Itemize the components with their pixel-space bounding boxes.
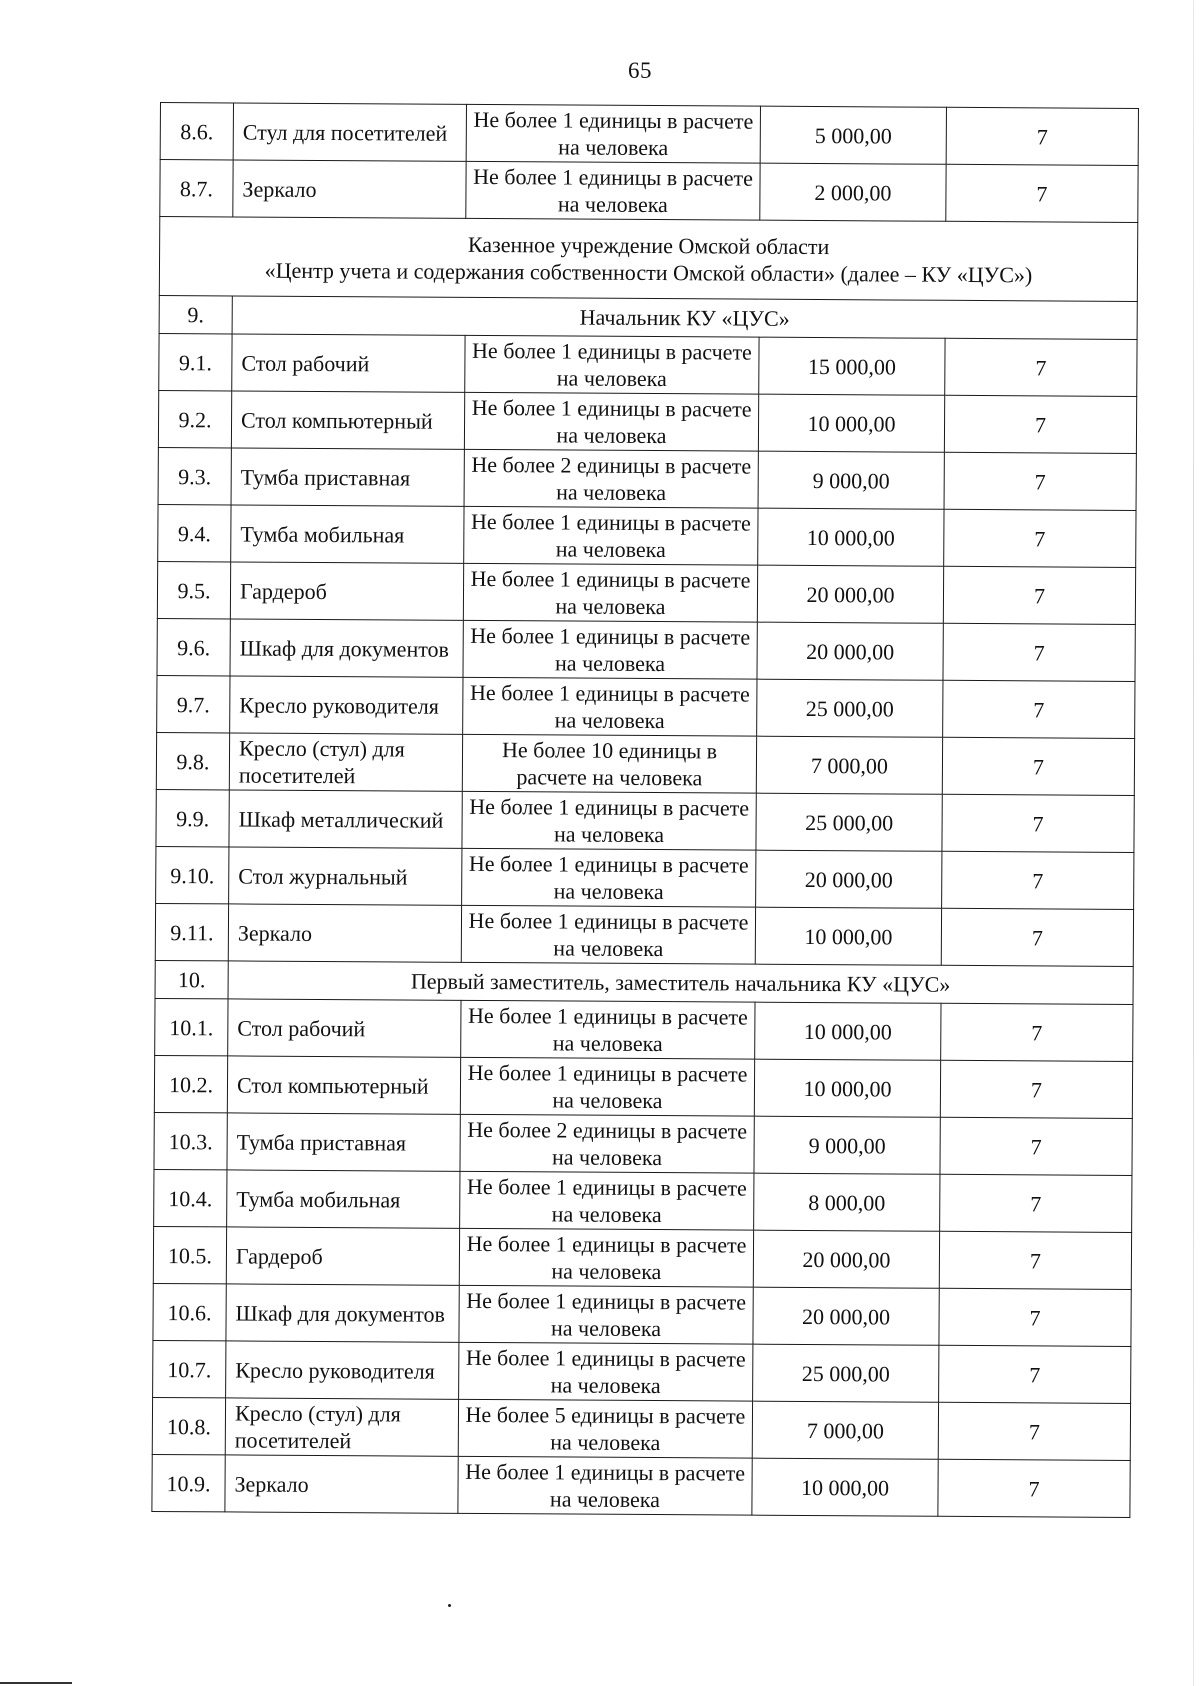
item-name: Стул для посетителей — [233, 103, 466, 161]
item-number: 9.4. — [158, 504, 231, 561]
section-heading-row — [155, 960, 1133, 1004]
org-heading-row — [159, 217, 1137, 302]
table-row — [153, 1283, 1131, 1346]
item-term: 7 — [940, 1174, 1132, 1232]
item-name: Тумба приставная — [227, 1113, 460, 1171]
item-price: 10 000,00 — [758, 394, 944, 452]
org-heading-line1: Казенное учреждение Омской области — [467, 231, 830, 260]
item-number: 9.11. — [155, 903, 228, 960]
item-price: 10 000,00 — [758, 508, 944, 566]
section-heading-row — [159, 295, 1137, 339]
item-name: Стол компьютерный — [227, 1056, 460, 1114]
page-edge — [1193, 0, 1194, 1686]
item-term: 7 — [944, 452, 1136, 510]
item-name: Шкаф для документов — [226, 1284, 459, 1342]
item-price: 25 000,00 — [753, 1344, 939, 1402]
item-term: 7 — [938, 1459, 1130, 1517]
item-norm: Не более 1 единицы в расчете на человека — [466, 161, 760, 220]
item-name: Стол журнальный — [229, 847, 462, 905]
table-row — [158, 447, 1136, 510]
item-norm: Не более 1 единицы в расчете на человека — [465, 335, 759, 394]
item-term: 7 — [939, 1345, 1131, 1403]
item-norm: Не более 2 единицы в расчете на человека — [464, 449, 758, 508]
item-price: 20 000,00 — [757, 622, 943, 680]
item-name: Кресло (стул) для посетителей — [225, 1398, 458, 1456]
item-price: 5 000,00 — [760, 106, 946, 164]
item-number: 9.9. — [156, 789, 229, 846]
item-name: Тумба приставная — [231, 448, 464, 506]
item-price: 7 000,00 — [752, 1401, 938, 1459]
item-term: 7 — [944, 509, 1136, 567]
item-number: 9.2. — [158, 390, 231, 447]
table-row — [158, 504, 1136, 567]
item-name: Шкаф для документов — [230, 619, 463, 677]
item-norm: Не более 1 единицы в расчете на человека — [463, 563, 757, 622]
item-norm: Не более 10 единицы в расчете на человека — [462, 734, 756, 793]
org-heading-line2: «Центр учета и содержания собственности Омской области» (далее – КУ «ЦУС») — [264, 257, 1033, 288]
item-number: 10.1. — [155, 998, 228, 1055]
item-name: Тумба мобильная — [227, 1170, 460, 1228]
item-term: 7 — [941, 1003, 1133, 1061]
section-title: Начальник КУ «ЦУС» — [232, 296, 1137, 340]
table-row — [157, 618, 1135, 681]
item-term: 7 — [946, 164, 1138, 222]
item-price: 10 000,00 — [755, 1002, 941, 1060]
item-price: 15 000,00 — [759, 337, 945, 395]
item-term: 7 — [943, 566, 1135, 624]
item-norm: Не более 1 единицы в расчете на человека — [462, 848, 756, 907]
item-number: 10.8. — [152, 1397, 225, 1454]
item-norm: Не более 1 единицы в расчете на человека — [466, 104, 760, 163]
item-number: 10.2. — [154, 1055, 227, 1112]
table-row — [157, 675, 1135, 738]
table-row — [156, 846, 1134, 909]
item-norm: Не более 2 единицы в расчете на человека — [460, 1114, 754, 1173]
item-price: 2 000,00 — [760, 163, 946, 221]
item-norm: Не более 1 единицы в расчете на человека — [458, 1456, 752, 1515]
item-norm: Не более 1 единицы в расчете на человека — [464, 506, 758, 565]
item-term: 7 — [942, 794, 1134, 852]
item-norm: Не более 1 единицы в расчете на человека — [460, 1171, 754, 1230]
item-term: 7 — [942, 851, 1134, 909]
item-number: 10.5. — [153, 1226, 226, 1283]
item-name: Шкаф металлический — [229, 790, 462, 848]
item-price: 9 000,00 — [754, 1116, 940, 1174]
page-number: 65 — [628, 58, 652, 83]
item-price: 7 000,00 — [756, 736, 942, 794]
table-row — [155, 903, 1133, 966]
item-name: Гардероб — [230, 562, 463, 620]
item-name: Кресло руководителя — [230, 676, 463, 734]
item-name: Кресло (стул) для посетителей — [229, 733, 462, 791]
item-number: 9.5. — [157, 561, 230, 618]
item-name: Стол рабочий — [232, 334, 465, 392]
item-norm: Не более 1 единицы в расчете на человека — [459, 1228, 753, 1287]
scan-edge-line — [0, 1682, 72, 1684]
table-row — [154, 1055, 1132, 1118]
item-term: 7 — [942, 737, 1134, 795]
table-row — [153, 1340, 1131, 1403]
table-row — [155, 998, 1133, 1061]
item-number: 8.7. — [160, 160, 233, 217]
item-name: Кресло руководителя — [226, 1341, 459, 1399]
item-price: 9 000,00 — [758, 451, 944, 509]
item-number: 9.6. — [157, 618, 230, 675]
item-term: 7 — [939, 1231, 1131, 1289]
item-price: 20 000,00 — [756, 850, 942, 908]
table-row — [159, 333, 1137, 396]
item-norm: Не более 1 единицы в расчете на человека — [461, 905, 755, 964]
item-norm: Не более 5 единицы в расчете на человека — [458, 1399, 752, 1458]
item-name: Стол рабочий — [228, 999, 461, 1057]
item-number: 9.1. — [159, 333, 232, 390]
item-term: 7 — [939, 1288, 1131, 1346]
item-norm: Не более 1 единицы в расчете на человека — [460, 1057, 754, 1116]
item-number: 10.9. — [152, 1454, 225, 1511]
item-price: 10 000,00 — [755, 907, 941, 965]
item-term: 7 — [941, 908, 1133, 966]
item-norm: Не более 1 единицы в расчете на человека — [461, 1000, 755, 1059]
item-number: 10.3. — [154, 1112, 227, 1169]
table-row — [157, 561, 1135, 624]
item-name: Стол компьютерный — [231, 391, 464, 449]
item-price: 10 000,00 — [754, 1059, 940, 1117]
item-price: 20 000,00 — [753, 1287, 939, 1345]
item-name: Зеркало — [225, 1455, 458, 1513]
item-price: 8 000,00 — [754, 1173, 940, 1231]
item-number: 9.10. — [156, 846, 229, 903]
item-term: 7 — [946, 107, 1138, 165]
item-price: 20 000,00 — [757, 565, 943, 623]
item-term: 7 — [945, 338, 1137, 396]
item-norm: Не более 1 единицы в расчете на человека — [459, 1285, 753, 1344]
item-term: 7 — [938, 1402, 1130, 1460]
item-term: 7 — [943, 680, 1135, 738]
item-term: 7 — [940, 1060, 1132, 1118]
item-price: 25 000,00 — [757, 679, 943, 737]
table-row — [154, 1169, 1132, 1232]
item-price: 10 000,00 — [752, 1458, 938, 1516]
table-row — [152, 1454, 1130, 1517]
scan-dot — [448, 1604, 451, 1607]
item-name: Зеркало — [228, 904, 461, 962]
item-number: 9.8. — [156, 732, 229, 789]
item-norm: Не более 1 единицы в расчете на человека — [463, 620, 757, 679]
furniture-norms-table — [151, 102, 1139, 1518]
table-row — [156, 789, 1134, 852]
section-number: 9. — [159, 295, 232, 333]
item-price: 25 000,00 — [756, 793, 942, 851]
item-norm: Не более 1 единицы в расчете на человека — [464, 392, 758, 451]
item-name: Тумба мобильная — [231, 505, 464, 563]
table-row — [158, 390, 1136, 453]
item-number: 9.3. — [158, 447, 231, 504]
section-number: 10. — [155, 960, 228, 998]
table-row — [153, 1226, 1131, 1289]
section-title: Первый заместитель, заместитель начальника КУ «ЦУС» — [228, 961, 1133, 1005]
item-term: 7 — [943, 623, 1135, 681]
item-number: 10.7. — [153, 1340, 226, 1397]
org-heading — [159, 217, 1137, 302]
table-row — [160, 103, 1138, 166]
table-row — [152, 1397, 1130, 1460]
item-norm: Не более 1 единицы в расчете на человека — [463, 677, 757, 736]
table-row — [154, 1112, 1132, 1175]
item-norm: Не более 1 единицы в расчете на человека — [459, 1342, 753, 1401]
item-name: Зеркало — [233, 160, 466, 218]
item-term: 7 — [940, 1117, 1132, 1175]
item-number: 10.6. — [153, 1283, 226, 1340]
item-number: 9.7. — [157, 675, 230, 732]
item-norm: Не более 1 единицы в расчете на человека — [462, 791, 756, 850]
table-row — [160, 160, 1138, 223]
item-price: 20 000,00 — [753, 1230, 939, 1288]
item-term: 7 — [944, 395, 1136, 453]
item-name: Гардероб — [226, 1227, 459, 1285]
item-number: 8.6. — [160, 103, 233, 160]
item-number: 10.4. — [154, 1169, 227, 1226]
table-row — [156, 732, 1134, 795]
